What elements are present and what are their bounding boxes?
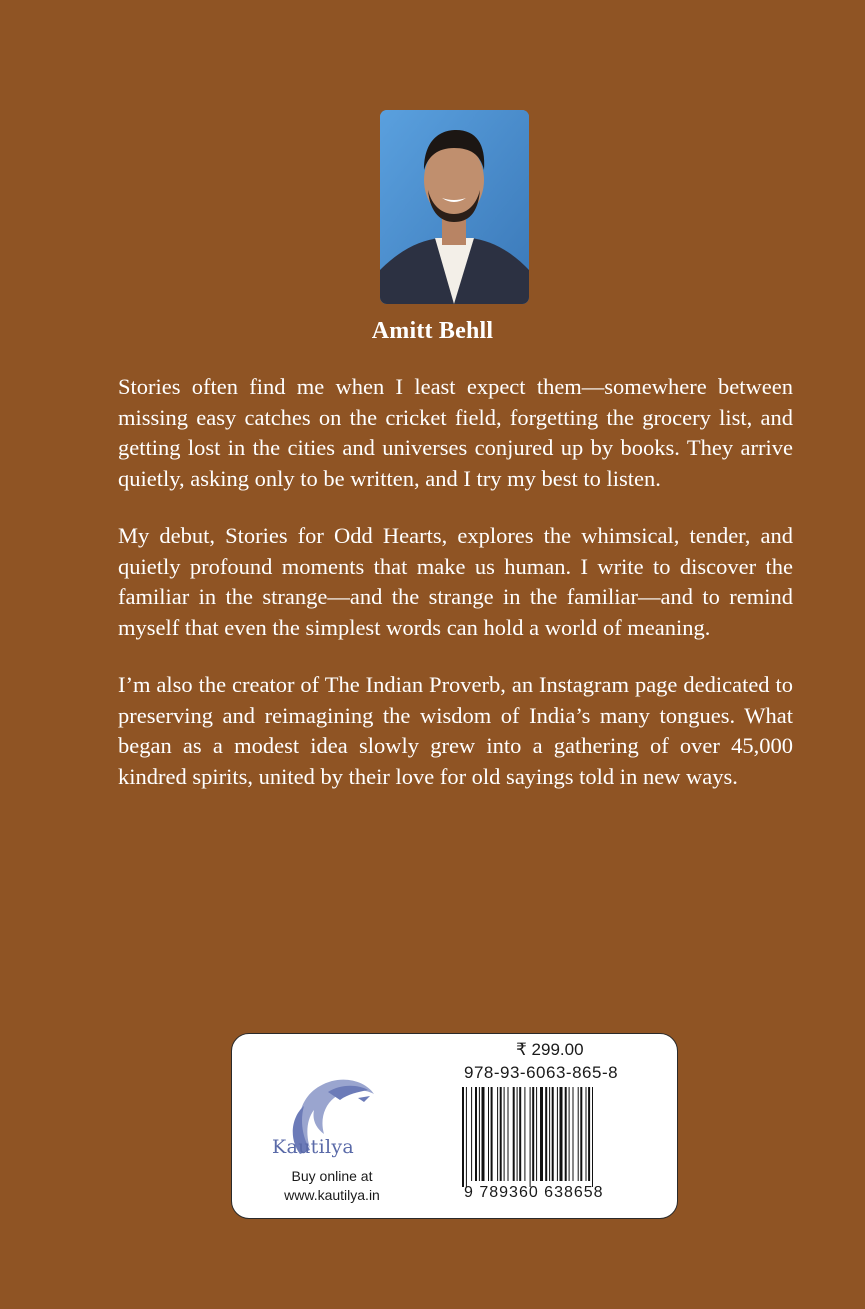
barcode-bar — [557, 1087, 558, 1181]
barcode-bar — [592, 1087, 593, 1187]
barcode-bar — [513, 1087, 515, 1181]
barcode-bar — [560, 1087, 563, 1181]
barcode-bar — [586, 1087, 587, 1181]
price-label: ₹ 299.00 — [516, 1040, 584, 1059]
barcode-bar — [482, 1087, 485, 1181]
bio-paragraph: Stories often find me when I least expect them—somewhere between missing easy catches on the cricket field, forgetting the grocery list, and getting lost in the cities and universes conjured up by books. They arrive quietly, asking only to be written, and I try my best to listen. — [118, 374, 793, 491]
barcode-bar — [532, 1087, 534, 1181]
barcode-digits: 9 789360 638658 — [464, 1184, 604, 1201]
barcode-bar — [517, 1087, 518, 1181]
barcode-bar — [466, 1087, 467, 1187]
barcode-bar — [565, 1087, 567, 1181]
barcode-bar — [545, 1087, 547, 1181]
barcode-bar — [500, 1087, 502, 1181]
barcode-bar — [588, 1087, 590, 1181]
isbn-label: 978-93-6063-865-8 — [464, 1063, 619, 1082]
barcode-bar — [524, 1087, 525, 1181]
barcode-bar — [479, 1087, 480, 1181]
barcode-bar — [552, 1087, 554, 1181]
barcode-bar — [549, 1087, 550, 1181]
barcode-bar — [569, 1087, 570, 1181]
bio-paragraph: I’m also the creator of The Indian Proverb, an Instagram page dedicated to preserving and reimagining the wisdom of India’s many tongues. What began as a modest idea slowly grew into a gathering of over 45,000 kindred spirits, united by their love for old sayings told in new ways. — [118, 672, 793, 789]
price-barcode-panel — [231, 1033, 678, 1219]
author-name: Amitt Behll — [371, 318, 494, 344]
barcode-bar — [508, 1087, 509, 1181]
barcode-bar — [540, 1087, 543, 1181]
barcode-bar — [475, 1087, 477, 1181]
author-bio — [118, 372, 793, 819]
barcode-bar — [491, 1087, 493, 1181]
publisher-website: www.kautilya.in — [284, 1187, 380, 1203]
barcode-bar — [536, 1087, 537, 1181]
barcode-bar — [530, 1087, 531, 1187]
barcode-bar — [488, 1087, 489, 1181]
barcode-bar — [497, 1087, 498, 1181]
barcode-bar — [462, 1087, 464, 1187]
barcode-bar — [580, 1087, 582, 1181]
barcode-bar — [471, 1087, 472, 1181]
barcode-bar — [519, 1087, 521, 1181]
author-photo — [380, 110, 529, 304]
bio-paragraph: My debut, Stories for Odd Hearts, explores the whimsical, tender, and quietly profound moments that make us human. I write to discover the familiar in the strange—and the strange in the familiar—and to remind myself that even the simplest words can hold a world of meaning. — [118, 523, 793, 640]
barcode-bar — [573, 1087, 574, 1181]
barcode-bar — [578, 1087, 579, 1181]
buy-online-label: Buy online at — [291, 1168, 373, 1184]
barcode — [458, 1087, 634, 1191]
publisher-logo-text: Kautilya — [272, 1136, 355, 1158]
barcode-bar — [504, 1087, 505, 1181]
